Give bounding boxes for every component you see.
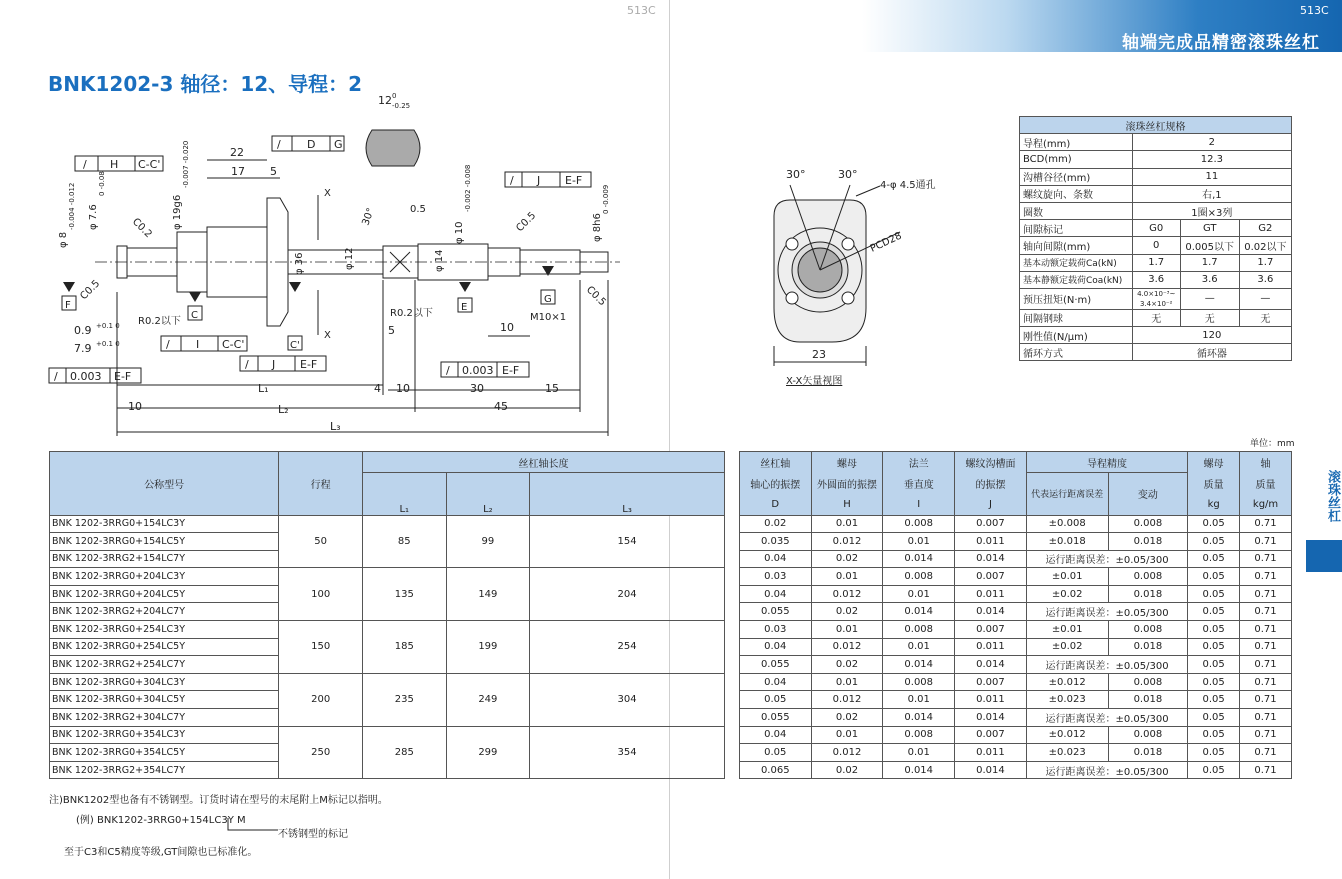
svg-text:/: / xyxy=(446,364,450,377)
svg-text:/: / xyxy=(510,174,514,187)
shaft-mass-cell: 0.71 xyxy=(1240,621,1292,639)
i-runout-cell: 0.01 xyxy=(883,691,955,709)
stroke-cell: 100 xyxy=(279,568,363,621)
shaft-mass-cell: 0.71 xyxy=(1240,515,1292,533)
svg-text:X: X xyxy=(324,330,331,341)
lead-accuracy-cell: 运行距离误差：±0.05/300 xyxy=(1026,709,1187,727)
svg-text:C0.5: C0.5 xyxy=(78,278,103,303)
i-runout-cell: 0.014 xyxy=(883,761,955,779)
model-cell: BNK 1202-3RRG0+254LC3Y xyxy=(50,621,279,639)
shaft-mass-cell: 0.71 xyxy=(1240,533,1292,551)
model-cell: BNK 1202-3RRG0+204LC3Y xyxy=(50,568,279,586)
lead-accuracy-cell: 运行距离误差：±0.05/300 xyxy=(1026,761,1187,779)
svg-text:0.5: 0.5 xyxy=(410,204,426,215)
model-cell: BNK 1202-3RRG2+354LC7Y xyxy=(50,761,279,779)
d-runout-cell: 0.04 xyxy=(739,638,811,656)
svg-text:φ 14: φ 14 xyxy=(434,249,445,272)
model-cell: BNK 1202-3RRG2+254LC7Y xyxy=(50,656,279,674)
nut-mass-cell: 0.05 xyxy=(1188,568,1240,586)
table-row xyxy=(50,673,1292,691)
svg-text:R0.2以下: R0.2以下 xyxy=(390,308,433,319)
shaft-mass-cell: 0.71 xyxy=(1240,656,1292,674)
svg-text:L₂: L₂ xyxy=(278,403,289,416)
svg-text:C0.5: C0.5 xyxy=(514,210,539,235)
svg-text:C-C': C-C' xyxy=(222,338,245,351)
svg-text:C0.5: C0.5 xyxy=(583,284,608,309)
h-runout-cell: 0.02 xyxy=(811,709,883,727)
svg-text:/: / xyxy=(277,138,281,151)
d-runout-cell: 0.055 xyxy=(739,603,811,621)
i-runout-cell: 0.008 xyxy=(883,621,955,639)
d-runout-cell: 0.05 xyxy=(739,691,811,709)
nut-mass-cell: 0.05 xyxy=(1188,726,1240,744)
svg-text:/: / xyxy=(245,358,249,371)
svg-text:H: H xyxy=(110,158,119,171)
h-runout-cell: 0.02 xyxy=(811,550,883,568)
svg-text:φ 12: φ 12 xyxy=(344,247,355,270)
shaft-mass-cell: 0.71 xyxy=(1240,550,1292,568)
svg-text:φ 36: φ 36 xyxy=(294,252,305,275)
d-runout-cell: 0.04 xyxy=(739,673,811,691)
model-cell: BNK 1202-3RRG0+304LC3Y xyxy=(50,673,279,691)
l3-cell: 204 xyxy=(530,568,725,621)
model-cell: BNK 1202-3RRG2+204LC7Y xyxy=(50,603,279,621)
side-tab-label: 滚珠丝杠 xyxy=(1325,470,1340,522)
lead-variation-cell: 0.008 xyxy=(1108,568,1188,586)
svg-text:4: 4 xyxy=(374,382,381,395)
lead-variation-cell: 0.008 xyxy=(1108,621,1188,639)
svg-text:0.003: 0.003 xyxy=(462,364,494,377)
i-runout-cell: 0.01 xyxy=(883,638,955,656)
model-cell: BNK 1202-3RRG0+154LC3Y xyxy=(50,515,279,533)
svg-text:I: I xyxy=(196,338,200,351)
svg-text:0.9: 0.9 xyxy=(74,324,92,337)
nut-mass-cell: 0.05 xyxy=(1188,673,1240,691)
l3-cell: 304 xyxy=(530,673,725,726)
shaft-mass-cell: 0.71 xyxy=(1240,585,1292,603)
h-runout-cell: 0.02 xyxy=(811,656,883,674)
i-runout-cell: 0.014 xyxy=(883,656,955,674)
d-runout-cell: 0.02 xyxy=(739,515,811,533)
d-runout-cell: 0.05 xyxy=(739,744,811,762)
i-runout-cell: 0.014 xyxy=(883,709,955,727)
l1-cell: 285 xyxy=(362,726,446,779)
svg-text:-0.007 -0.020: -0.007 -0.020 xyxy=(182,140,190,188)
j-runout-cell: 0.014 xyxy=(955,550,1027,568)
nut-mass-cell: 0.05 xyxy=(1188,621,1240,639)
model-cell: BNK 1202-3RRG0+354LC5Y xyxy=(50,744,279,762)
j-runout-cell: 0.011 xyxy=(955,585,1027,603)
lead-error-cell: ±0.008 xyxy=(1026,515,1108,533)
h-runout-cell: 0.01 xyxy=(811,621,883,639)
h-runout-cell: 0.012 xyxy=(811,533,883,551)
lead-error-cell: ±0.01 xyxy=(1026,568,1108,586)
svg-text:X: X xyxy=(324,188,331,199)
svg-text:5: 5 xyxy=(388,324,395,337)
spec-title: 滚珠丝杠规格 xyxy=(1020,117,1292,134)
j-runout-cell: 0.007 xyxy=(955,515,1027,533)
svg-text:/: / xyxy=(83,158,87,171)
i-runout-cell: 0.01 xyxy=(883,533,955,551)
shaft-mass-cell: 0.71 xyxy=(1240,691,1292,709)
nut-mass-cell: 0.05 xyxy=(1188,709,1240,727)
l1-cell: 185 xyxy=(362,621,446,674)
svg-text:E-F: E-F xyxy=(502,364,520,377)
h-runout-cell: 0.01 xyxy=(811,726,883,744)
svg-text:D: D xyxy=(307,138,316,151)
j-runout-cell: 0.007 xyxy=(955,726,1027,744)
svg-text:J: J xyxy=(272,358,276,371)
h-runout-cell: 0.02 xyxy=(811,761,883,779)
svg-text:30°: 30° xyxy=(838,168,858,181)
i-runout-cell: 0.008 xyxy=(883,673,955,691)
model-cell: BNK 1202-3RRG2+304LC7Y xyxy=(50,709,279,727)
lead-variation-cell: 0.018 xyxy=(1108,638,1188,656)
nut-mass-cell: 0.05 xyxy=(1188,744,1240,762)
svg-text:30°: 30° xyxy=(786,168,806,181)
svg-text:0 -0.08: 0 -0.08 xyxy=(98,171,106,196)
nut-mass-cell: 0.05 xyxy=(1188,761,1240,779)
shaft-mass-cell: 0.71 xyxy=(1240,568,1292,586)
d-runout-cell: 0.04 xyxy=(739,585,811,603)
svg-text:7.9: 7.9 xyxy=(74,342,92,355)
nut-mass-cell: 0.05 xyxy=(1188,585,1240,603)
svg-text:0.003: 0.003 xyxy=(70,370,102,383)
l1-cell: 135 xyxy=(362,568,446,621)
shaft-mass-cell: 0.71 xyxy=(1240,709,1292,727)
spec-table: 滚珠丝杠规格 导程(mm) 2 BCD(mm) 12.3 沟槽谷径(mm) 11 螺纹旋向、条数 右,1 圈数 1圈×3列 间隙标记 G0 GT G2 轴向间隙(mm) 0 0.005以下 0.02以下 基本动额定载荷Ca(kN) 1.7 1.7 1.7 基本静额定载荷Coa(kN) 3.6 3.6 3.6 预压扭矩(N·m) 4.0×10⁻³~ 3.4×10⁻² — — 间隔钢球 无 无 无 刚性值(N/μm) 120 循环方式 循环器 xyxy=(1019,116,1292,361)
lead-variation-cell: 0.018 xyxy=(1108,744,1188,762)
note-example: (例) BNK1202-3RRG0+154LC3Y M xyxy=(76,815,246,826)
model-cell: BNK 1202-3RRG0+304LC5Y xyxy=(50,691,279,709)
lead-variation-cell: 0.008 xyxy=(1108,673,1188,691)
svg-text:-0.25: -0.25 xyxy=(392,102,411,110)
page-number-right: 513C xyxy=(1300,4,1329,17)
svg-text:-0.002 -0.008: -0.002 -0.008 xyxy=(464,164,472,212)
model-table: 公称型号 行程 丝杠轴长度 丝杠轴 螺母 法兰 螺纹沟槽面 导程精度 螺母 轴 L₁ L₂ L₃ 轴心的振摆 外圆面的振摆 垂直度 的振摆 代表运行距离误差 变动 质量 质量 D H I J kg kg/m BNK 1202-3RRG0+154LC3Y 50 85 99 154 0.02 0.01 0.008 0.007 ±0.008 0.008 0.05 0.71 BNK 1202-3RRG0+154LC5Y 0.035 0.012 0.01 0.011 ±0.018 0.018 0.05 0.71 BNK 1202-3RRG2+154LC7Y 0.04 0.02 0.014 0.014 运行距离误差：±0.05/300 0.05 0.71 BNK 1202-3RRG0+204LC3Y 100 135 149 204 0.03 0.01 0.008 0.007 ±0.01 0.008 0.05 0.71 BNK 1202-3RRG0+204LC5Y 0.04 0.012 0.01 0.011 ±0.02 0.018 0.05 0.71 BNK 1202-3RRG2+204LC7Y 0.055 0.02 0.014 0.014 运行距离误差：±0.05/300 0.05 0.71 BNK 1202-3RRG0+254LC3Y 150 185 199 254 0.03 0.01 0.008 0.007 ±0.01 0.008 0.05 0.71 BNK 1202-3RRG0+254LC5Y 0.04 0.012 0.01 0.011 ±0.02 0.018 0.05 0.71 BNK 1202-3RRG2+254LC7Y 0.055 0.02 0.014 0.014 运行距离误差：±0.05/300 0.05 0.71 BNK 1202-3RRG0+304LC3Y 200 235 249 304 0.04 0.01 0.008 0.007 ±0.012 0.008 0.05 0.71 BNK 1202-3RRG0+304LC5Y 0.05 0.012 0.01 0.011 ±0.023 0.018 0.05 0.71 BNK 1202-3RRG2+304LC7Y 0.055 0.02 0.014 0.014 运行距离误差：±0.05/300 0.05 0.71 BNK 1202-3RRG0+354LC3Y 250 285 299 354 0.04 0.01 0.008 0.007 ±0.012 0.008 0.05 0.71 BNK 1202-3RRG0+354LC5Y 0.05 0.012 0.01 0.011 ±0.023 0.018 0.05 0.71 BNK 1202-3RRG2+354LC7Y 0.065 0.02 0.014 0.014 运行距离误差：±0.05/300 0.05 0.71 xyxy=(49,451,1292,779)
nut-mass-cell: 0.05 xyxy=(1188,515,1240,533)
svg-text:F: F xyxy=(65,300,71,311)
note-example-label: 不锈钢型的标记 xyxy=(278,829,348,840)
j-runout-cell: 0.011 xyxy=(955,533,1027,551)
svg-text:J: J xyxy=(537,174,541,187)
d-runout-cell: 0.04 xyxy=(739,550,811,568)
lead-variation-cell: 0.018 xyxy=(1108,533,1188,551)
svg-text:5: 5 xyxy=(270,165,277,178)
svg-text:C': C' xyxy=(290,340,300,351)
svg-text:45: 45 xyxy=(494,400,508,413)
nut-mass-cell: 0.05 xyxy=(1188,533,1240,551)
header-title: 轴端完成品精密滚珠丝杠 xyxy=(1122,33,1320,53)
svg-text:/: / xyxy=(54,370,58,383)
shaft-mass-cell: 0.71 xyxy=(1240,744,1292,762)
stroke-cell: 250 xyxy=(279,726,363,779)
l2-cell: 149 xyxy=(446,568,530,621)
l2-cell: 299 xyxy=(446,726,530,779)
model-cell: BNK 1202-3RRG0+204LC5Y xyxy=(50,585,279,603)
shaft-mass-cell: 0.71 xyxy=(1240,638,1292,656)
i-runout-cell: 0.014 xyxy=(883,603,955,621)
h-runout-cell: 0.01 xyxy=(811,568,883,586)
svg-text:M10×1: M10×1 xyxy=(530,312,567,323)
svg-text:/: / xyxy=(166,338,170,351)
svg-text:E-F: E-F xyxy=(114,370,132,383)
lead-variation-cell: 0.008 xyxy=(1108,515,1188,533)
lead-error-cell: ±0.023 xyxy=(1026,691,1108,709)
svg-text:10: 10 xyxy=(128,400,142,413)
nut-mass-cell: 0.05 xyxy=(1188,603,1240,621)
lead-variation-cell: 0.018 xyxy=(1108,585,1188,603)
lead-error-cell: ±0.02 xyxy=(1026,585,1108,603)
svg-text:X-X矢量视图: X-X矢量视图 xyxy=(786,376,843,387)
svg-text:4-φ 4.5通孔: 4-φ 4.5通孔 xyxy=(880,180,936,191)
j-runout-cell: 0.007 xyxy=(955,621,1027,639)
shaft-mass-cell: 0.71 xyxy=(1240,603,1292,621)
model-title: BNK1202-3 轴径：12、导程：2 xyxy=(48,72,363,96)
i-runout-cell: 0.008 xyxy=(883,515,955,533)
svg-text:G: G xyxy=(544,294,552,305)
h-runout-cell: 0.012 xyxy=(811,691,883,709)
j-runout-cell: 0.014 xyxy=(955,709,1027,727)
h-runout-cell: 0.012 xyxy=(811,638,883,656)
j-runout-cell: 0.007 xyxy=(955,673,1027,691)
j-runout-cell: 0.014 xyxy=(955,761,1027,779)
lead-variation-cell: 0.008 xyxy=(1108,726,1188,744)
lead-accuracy-cell: 运行距离误差：±0.05/300 xyxy=(1026,656,1187,674)
svg-text:E: E xyxy=(461,302,468,313)
j-runout-cell: 0.007 xyxy=(955,568,1027,586)
svg-text:G: G xyxy=(334,138,343,151)
svg-text:R0.2以下: R0.2以下 xyxy=(138,316,181,327)
d-runout-cell: 0.03 xyxy=(739,621,811,639)
j-runout-cell: 0.014 xyxy=(955,603,1027,621)
model-cell: BNK 1202-3RRG0+154LC5Y xyxy=(50,533,279,551)
h-runout-cell: 0.012 xyxy=(811,744,883,762)
d-runout-cell: 0.065 xyxy=(739,761,811,779)
svg-text:E-F: E-F xyxy=(565,174,583,187)
lead-error-cell: ±0.02 xyxy=(1026,638,1108,656)
svg-text:L₁: L₁ xyxy=(258,382,269,395)
shaft-mass-cell: 0.71 xyxy=(1240,726,1292,744)
svg-text:17: 17 xyxy=(231,165,245,178)
table-row xyxy=(50,568,1292,586)
svg-text:φ 7.6: φ 7.6 xyxy=(88,204,99,230)
d-runout-cell: 0.055 xyxy=(739,709,811,727)
svg-text:23: 23 xyxy=(812,348,826,361)
h-runout-cell: 0.01 xyxy=(811,673,883,691)
svg-text:C-C': C-C' xyxy=(138,158,161,171)
l1-cell: 85 xyxy=(362,515,446,568)
lead-error-cell: ±0.012 xyxy=(1026,673,1108,691)
l2-cell: 199 xyxy=(446,621,530,674)
shaft-mass-cell: 0.71 xyxy=(1240,761,1292,779)
d-runout-cell: 0.035 xyxy=(739,533,811,551)
h-runout-cell: 0.012 xyxy=(811,585,883,603)
note-stainless: 注)BNK1202型也备有不锈钢型。订货时请在型号的末尾附上M标记以指明。 xyxy=(49,795,388,806)
lead-accuracy-cell: 运行距离误差：±0.05/300 xyxy=(1026,550,1187,568)
i-runout-cell: 0.008 xyxy=(883,726,955,744)
l3-cell: 154 xyxy=(530,515,725,568)
note-standardized: 至于C3和C5精度等级,GT间隙也已标准化。 xyxy=(64,847,258,858)
i-runout-cell: 0.01 xyxy=(883,585,955,603)
model-cell: BNK 1202-3RRG0+354LC3Y xyxy=(50,726,279,744)
j-runout-cell: 0.011 xyxy=(955,744,1027,762)
svg-text:C0.2: C0.2 xyxy=(129,216,154,241)
h-runout-cell: 0.02 xyxy=(811,603,883,621)
lead-error-cell: ±0.012 xyxy=(1026,726,1108,744)
svg-text:0 -0.009: 0 -0.009 xyxy=(602,184,610,214)
j-runout-cell: 0.011 xyxy=(955,638,1027,656)
lead-error-cell: ±0.018 xyxy=(1026,533,1108,551)
flange-view xyxy=(760,160,960,390)
nut-mass-cell: 0.05 xyxy=(1188,691,1240,709)
svg-text:φ 10: φ 10 xyxy=(454,221,465,244)
svg-text:PCD28: PCD28 xyxy=(868,230,904,255)
i-runout-cell: 0.01 xyxy=(883,744,955,762)
svg-text:10: 10 xyxy=(396,382,410,395)
svg-text:C: C xyxy=(191,310,198,321)
d-runout-cell: 0.055 xyxy=(739,656,811,674)
stroke-cell: 150 xyxy=(279,621,363,674)
stroke-cell: 200 xyxy=(279,673,363,726)
i-runout-cell: 0.008 xyxy=(883,568,955,586)
svg-text:L₃: L₃ xyxy=(330,420,341,433)
svg-text:10: 10 xyxy=(500,321,514,334)
svg-text:E-F: E-F xyxy=(300,358,318,371)
svg-text:22: 22 xyxy=(230,146,244,159)
model-cell: BNK 1202-3RRG2+154LC7Y xyxy=(50,550,279,568)
lead-accuracy-cell: 运行距离误差：±0.05/300 xyxy=(1026,603,1187,621)
svg-text:+0.1 0: +0.1 0 xyxy=(96,340,120,348)
svg-text:-0.004 -0.012: -0.004 -0.012 xyxy=(68,182,76,230)
shaft-drawing xyxy=(40,90,670,440)
unit-label: 单位：mm xyxy=(1250,439,1295,449)
svg-text:30°: 30° xyxy=(360,206,377,228)
stroke-cell: 50 xyxy=(279,515,363,568)
l2-cell: 249 xyxy=(446,673,530,726)
l2-cell: 99 xyxy=(446,515,530,568)
svg-text:+0.1 0: +0.1 0 xyxy=(96,322,120,330)
svg-text:30: 30 xyxy=(470,382,484,395)
l3-cell: 254 xyxy=(530,621,725,674)
nut-mass-cell: 0.05 xyxy=(1188,656,1240,674)
j-runout-cell: 0.011 xyxy=(955,691,1027,709)
d-runout-cell: 0.04 xyxy=(739,726,811,744)
svg-text:0: 0 xyxy=(392,92,397,100)
lead-variation-cell: 0.018 xyxy=(1108,691,1188,709)
table-row xyxy=(50,515,1292,533)
j-runout-cell: 0.014 xyxy=(955,656,1027,674)
dim-top-12: 12 xyxy=(378,94,392,107)
nut-mass-cell: 0.05 xyxy=(1188,638,1240,656)
svg-text:φ 8: φ 8 xyxy=(58,231,69,248)
i-runout-cell: 0.014 xyxy=(883,550,955,568)
d-runout-cell: 0.03 xyxy=(739,568,811,586)
table-row xyxy=(50,726,1292,744)
nut-mass-cell: 0.05 xyxy=(1188,550,1240,568)
model-rows xyxy=(50,515,1292,779)
page-number-left: 513C xyxy=(627,4,656,17)
lead-error-cell: ±0.01 xyxy=(1026,621,1108,639)
model-cell: BNK 1202-3RRG0+254LC5Y xyxy=(50,638,279,656)
svg-text:φ 8h6: φ 8h6 xyxy=(592,213,603,242)
l1-cell: 235 xyxy=(362,673,446,726)
h-runout-cell: 0.01 xyxy=(811,515,883,533)
shaft-mass-cell: 0.71 xyxy=(1240,673,1292,691)
l3-cell: 354 xyxy=(530,726,725,779)
note-leader xyxy=(224,818,284,834)
svg-text:15: 15 xyxy=(545,382,559,395)
svg-text:φ 19g6: φ 19g6 xyxy=(172,194,183,230)
side-tab-marker xyxy=(1306,540,1342,572)
lead-error-cell: ±0.023 xyxy=(1026,744,1108,762)
table-row xyxy=(50,621,1292,639)
